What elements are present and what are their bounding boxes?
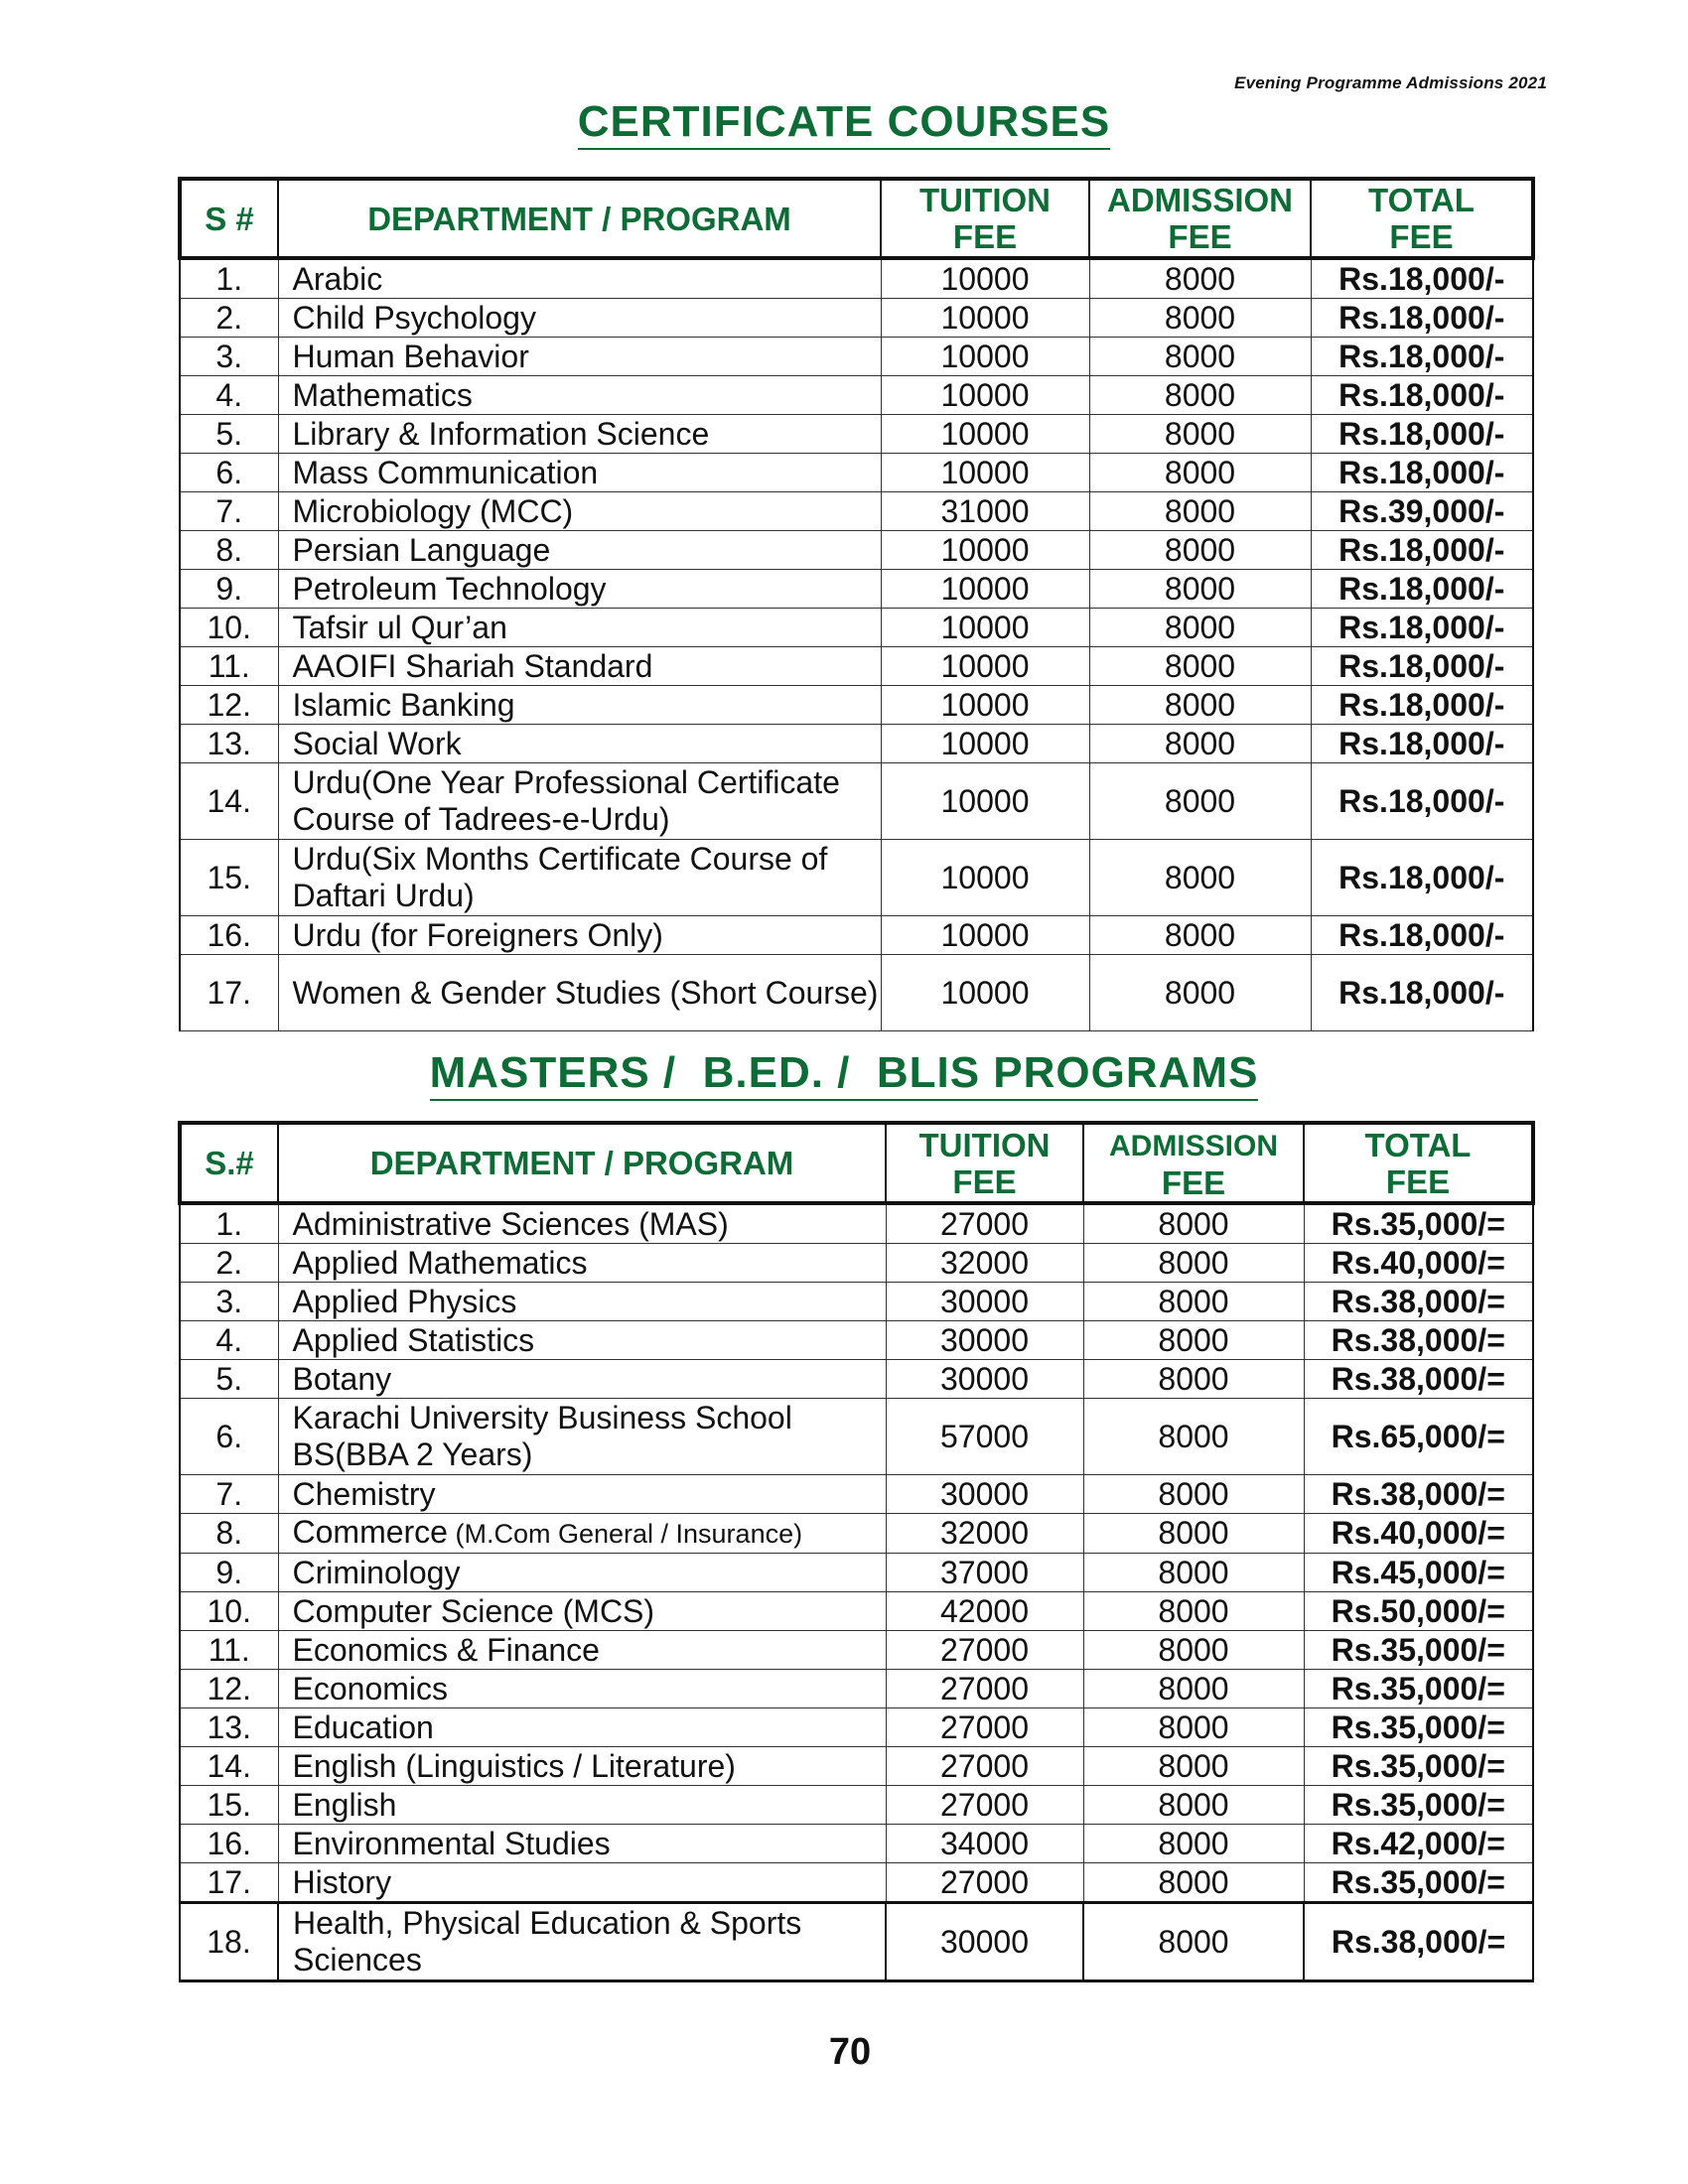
admission-fee-cell: 8000 [1089, 531, 1311, 570]
table-row [180, 415, 1533, 454]
table-row [180, 1786, 1533, 1825]
serial-number-cell: 9. [180, 570, 278, 609]
serial-number-cell: 6. [180, 1399, 278, 1475]
col-header-tuition-fee [881, 179, 1089, 258]
table-row [180, 492, 1533, 531]
department-cell: Computer Science (MCS) [278, 1592, 886, 1631]
table-row [180, 647, 1533, 686]
total-fee-cell: Rs.38,000/= [1304, 1475, 1533, 1514]
department-cell: English [278, 1786, 886, 1825]
department-cell: English (Linguistics / Literature) [278, 1747, 886, 1786]
tuition-fee-cell: 10000 [881, 258, 1089, 299]
admission-fee-cell: 8000 [1083, 1360, 1304, 1399]
tuition-fee-cell: 31000 [881, 492, 1089, 531]
serial-number-cell: 3. [180, 338, 278, 376]
total-fee-cell: Rs.18,000/- [1311, 763, 1533, 840]
total-fee-cell: Rs.18,000/- [1311, 609, 1533, 647]
col-header-total-fee [1304, 1123, 1533, 1203]
serial-number-cell: 5. [180, 415, 278, 454]
tuition-fee-cell: 27000 [886, 1708, 1083, 1747]
table-row [180, 1670, 1533, 1708]
department-cell: Urdu(Six Months Certificate Course of Daftari Urdu) [278, 840, 881, 916]
department-cell: Urdu(One Year Professional Certificate Course of Tadrees-e-Urdu) [278, 763, 881, 840]
tuition-fee-cell: 10000 [881, 686, 1089, 725]
department-cell: Microbiology (MCC) [278, 492, 881, 531]
total-fee-cell: Rs.18,000/- [1311, 570, 1533, 609]
table-row [180, 1863, 1533, 1903]
total-fee-cell: Rs.65,000/= [1304, 1399, 1533, 1475]
tuition-fee-cell: 30000 [886, 1360, 1083, 1399]
tuition-fee-cell: 27000 [886, 1631, 1083, 1670]
tuition-fee-cell: 10000 [881, 840, 1089, 916]
serial-number-cell: 2. [180, 1244, 278, 1283]
col-header-admission-line2: FEE [1161, 1163, 1226, 1201]
department-cell: Karachi University Business School BS(BBA 2 Years) [278, 1399, 886, 1475]
total-fee-cell: Rs.18,000/- [1311, 531, 1533, 570]
serial-number-cell: 13. [180, 725, 278, 763]
table-row [180, 1903, 1533, 1981]
department-cell: Arabic [278, 258, 881, 299]
table-row [180, 1514, 1533, 1554]
department-cell: History [278, 1863, 886, 1903]
admission-fee-cell: 8000 [1083, 1747, 1304, 1786]
table-row [180, 686, 1533, 725]
tuition-fee-cell: 10000 [881, 647, 1089, 686]
department-cell: Library & Information Science [278, 415, 881, 454]
table-header-row [180, 1123, 1533, 1203]
table-row [180, 1708, 1533, 1747]
department-cell: Mathematics [278, 376, 881, 415]
department-cell: Administrative Sciences (MAS) [278, 1203, 886, 1244]
total-fee-cell: Rs.18,000/- [1311, 647, 1533, 686]
admission-fee-cell: 8000 [1089, 415, 1311, 454]
total-fee-cell: Rs.38,000/= [1304, 1903, 1533, 1981]
admission-fee-cell: 8000 [1089, 609, 1311, 647]
col-header-admission-line1: ADMISSION [1106, 182, 1293, 218]
total-fee-cell: Rs.18,000/- [1311, 955, 1533, 1031]
table-row [180, 1244, 1533, 1283]
serial-number-cell: 13. [180, 1708, 278, 1747]
serial-number-cell: 1. [180, 1203, 278, 1244]
department-cell: Environmental Studies [278, 1825, 886, 1863]
serial-number-cell: 5. [180, 1360, 278, 1399]
col-header-admission-fee [1089, 179, 1311, 258]
admission-fee-cell: 8000 [1089, 916, 1311, 955]
serial-number-cell: 18. [180, 1903, 278, 1981]
serial-number-cell: 1. [180, 258, 278, 299]
col-header-sn: S.# [180, 1123, 278, 1203]
table-row [180, 1321, 1533, 1360]
total-fee-cell: Rs.18,000/- [1311, 454, 1533, 492]
tuition-fee-cell: 30000 [886, 1283, 1083, 1321]
serial-number-cell: 16. [180, 916, 278, 955]
tuition-fee-cell: 10000 [881, 955, 1089, 1031]
serial-number-cell: 9. [180, 1554, 278, 1592]
serial-number-cell: 14. [180, 1747, 278, 1786]
serial-number-cell: 11. [180, 647, 278, 686]
department-cell: Social Work [278, 725, 881, 763]
admission-fee-cell: 8000 [1089, 840, 1311, 916]
department-cell: Women & Gender Studies (Short Course) [278, 955, 881, 1031]
total-fee-cell: Rs.42,000/= [1304, 1825, 1533, 1863]
col-header-department: DEPARTMENT / PROGRAM [278, 179, 881, 258]
table-row [180, 725, 1533, 763]
table-row [180, 258, 1533, 299]
serial-number-cell: 3. [180, 1283, 278, 1321]
admission-fee-cell: 8000 [1083, 1903, 1304, 1981]
tuition-fee-cell: 32000 [886, 1514, 1083, 1554]
total-fee-cell: Rs.50,000/= [1304, 1592, 1533, 1631]
admission-fee-cell: 8000 [1089, 299, 1311, 338]
total-fee-cell: Rs.39,000/- [1311, 492, 1533, 531]
tuition-fee-cell: 10000 [881, 415, 1089, 454]
tuition-fee-cell: 34000 [886, 1825, 1083, 1863]
department-cell: Applied Statistics [278, 1321, 886, 1360]
tuition-fee-cell: 10000 [881, 763, 1089, 840]
admission-fee-cell: 8000 [1083, 1475, 1304, 1514]
serial-number-cell: 4. [180, 1321, 278, 1360]
table-row [180, 1283, 1533, 1321]
admission-fee-cell: 8000 [1089, 763, 1311, 840]
certificate-courses-title-text: CERTIFICATE COURSES [578, 97, 1110, 150]
col-header-tuition-line2: FEE [952, 218, 1018, 255]
total-fee-cell: Rs.35,000/= [1304, 1631, 1533, 1670]
masters-programs-body [180, 1203, 1533, 1981]
department-cell: Islamic Banking [278, 686, 881, 725]
col-header-tuition-line2: FEE [952, 1162, 1017, 1200]
department-cell: Mass Communication [278, 454, 881, 492]
total-fee-cell: Rs.35,000/= [1304, 1747, 1533, 1786]
tuition-fee-cell: 10000 [881, 570, 1089, 609]
table-row [180, 1203, 1533, 1244]
col-header-tuition-line1: TUITION [919, 182, 1051, 218]
department-cell: Persian Language [278, 531, 881, 570]
col-header-total-line2: FEE [1385, 1162, 1451, 1200]
total-fee-cell: Rs.18,000/- [1311, 299, 1533, 338]
tuition-fee-cell: 10000 [881, 531, 1089, 570]
total-fee-cell: Rs.40,000/= [1304, 1514, 1533, 1554]
tuition-fee-cell: 10000 [881, 725, 1089, 763]
col-header-sn: S # [180, 179, 278, 258]
tuition-fee-cell: 10000 [881, 454, 1089, 492]
page-number: 70 [828, 2031, 872, 2073]
running-header: Evening Programme Admissions 2021 [1234, 73, 1547, 92]
table-row [180, 916, 1533, 955]
serial-number-cell: 10. [180, 1592, 278, 1631]
serial-number-cell: 17. [180, 1863, 278, 1903]
tuition-fee-cell: 10000 [881, 338, 1089, 376]
table-row [180, 609, 1533, 647]
admission-fee-cell: 8000 [1083, 1283, 1304, 1321]
serial-number-cell: 10. [180, 609, 278, 647]
serial-number-cell: 12. [180, 1670, 278, 1708]
certificate-courses-table [178, 177, 1535, 1031]
admission-fee-cell: 8000 [1083, 1631, 1304, 1670]
total-fee-cell: Rs.18,000/- [1311, 258, 1533, 299]
total-fee-cell: Rs.38,000/= [1304, 1283, 1533, 1321]
serial-number-cell: 7. [180, 1475, 278, 1514]
admission-fee-cell: 8000 [1089, 338, 1311, 376]
table-row [180, 1554, 1533, 1592]
table-row [180, 570, 1533, 609]
tuition-fee-cell: 42000 [886, 1592, 1083, 1631]
table-row [180, 1747, 1533, 1786]
admission-fee-cell: 8000 [1089, 376, 1311, 415]
masters-programs-title-text: MASTERS / B.ED. / BLIS PROGRAMS [430, 1048, 1259, 1101]
tuition-fee-cell: 27000 [886, 1786, 1083, 1825]
admission-fee-cell: 8000 [1083, 1863, 1304, 1903]
total-fee-cell: Rs.35,000/= [1304, 1203, 1533, 1244]
serial-number-cell: 14. [180, 763, 278, 840]
tuition-fee-cell: 37000 [886, 1554, 1083, 1592]
total-fee-cell: Rs.35,000/= [1304, 1670, 1533, 1708]
col-header-total-line1: TOTAL [1364, 1126, 1472, 1163]
col-header-total-fee [1311, 179, 1533, 258]
admission-fee-cell: 8000 [1083, 1554, 1304, 1592]
department-cell: Criminology [278, 1554, 886, 1592]
admission-fee-cell: 8000 [1083, 1670, 1304, 1708]
serial-number-cell: 17. [180, 955, 278, 1031]
admission-fee-cell: 8000 [1083, 1825, 1304, 1863]
tuition-fee-cell: 57000 [886, 1399, 1083, 1475]
total-fee-cell: Rs.38,000/= [1304, 1360, 1533, 1399]
admission-fee-cell: 8000 [1083, 1203, 1304, 1244]
admission-fee-cell: 8000 [1083, 1399, 1304, 1475]
total-fee-cell: Rs.18,000/- [1311, 840, 1533, 916]
total-fee-cell: Rs.35,000/= [1304, 1863, 1533, 1903]
total-fee-cell: Rs.18,000/- [1311, 725, 1533, 763]
tuition-fee-cell: 30000 [886, 1321, 1083, 1360]
department-cell: Applied Mathematics [278, 1244, 886, 1283]
certificate-courses-title [0, 97, 1688, 147]
total-fee-cell: Rs.35,000/= [1304, 1786, 1533, 1825]
tuition-fee-cell: 27000 [886, 1203, 1083, 1244]
serial-number-cell: 4. [180, 376, 278, 415]
tuition-fee-cell: 27000 [886, 1863, 1083, 1903]
admission-fee-cell: 8000 [1089, 686, 1311, 725]
col-header-total-line2: FEE [1389, 218, 1454, 255]
admission-fee-cell: 8000 [1083, 1786, 1304, 1825]
table-row [180, 840, 1533, 916]
table-header-row [180, 179, 1533, 258]
table-row [180, 299, 1533, 338]
tuition-fee-cell: 10000 [881, 609, 1089, 647]
col-header-admission-fee [1083, 1123, 1304, 1203]
table-row [180, 454, 1533, 492]
serial-number-cell: 6. [180, 454, 278, 492]
table-row [180, 1475, 1533, 1514]
col-header-total-line1: TOTAL [1368, 182, 1475, 218]
department-cell: Human Behavior [278, 338, 881, 376]
masters-programs-table [178, 1121, 1535, 1982]
department-cell: Economics [278, 1670, 886, 1708]
admission-fee-cell: 8000 [1089, 492, 1311, 531]
serial-number-cell: 15. [180, 840, 278, 916]
col-header-tuition-line1: TUITION [918, 1126, 1051, 1163]
table-row [180, 376, 1533, 415]
department-cell: Petroleum Technology [278, 570, 881, 609]
serial-number-cell: 16. [180, 1825, 278, 1863]
total-fee-cell: Rs.18,000/- [1311, 916, 1533, 955]
tuition-fee-cell: 30000 [886, 1475, 1083, 1514]
table-row [180, 763, 1533, 840]
admission-fee-cell: 8000 [1083, 1321, 1304, 1360]
admission-fee-cell: 8000 [1089, 725, 1311, 763]
department-cell: Education [278, 1708, 886, 1747]
admission-fee-cell: 8000 [1089, 955, 1311, 1031]
table-row [180, 531, 1533, 570]
table-row [180, 1592, 1533, 1631]
total-fee-cell: Rs.45,000/= [1304, 1554, 1533, 1592]
serial-number-cell: 8. [180, 1514, 278, 1554]
tuition-fee-cell: 10000 [881, 299, 1089, 338]
tuition-fee-cell: 27000 [886, 1670, 1083, 1708]
admission-fee-cell: 8000 [1089, 258, 1311, 299]
department-cell: Chemistry [278, 1475, 886, 1514]
department-cell: Child Psychology [278, 299, 881, 338]
admission-fee-cell: 8000 [1089, 647, 1311, 686]
total-fee-cell: Rs.38,000/= [1304, 1321, 1533, 1360]
tuition-fee-cell: 10000 [881, 376, 1089, 415]
col-header-department: DEPARTMENT / PROGRAM [278, 1123, 886, 1203]
department-cell: AAOIFI Shariah Standard [278, 647, 881, 686]
table-row [180, 1631, 1533, 1670]
serial-number-cell: 15. [180, 1786, 278, 1825]
total-fee-cell: Rs.18,000/- [1311, 686, 1533, 725]
col-header-admission-line2: FEE [1168, 218, 1232, 255]
total-fee-cell: Rs.35,000/= [1304, 1708, 1533, 1747]
table-row [180, 1399, 1533, 1475]
tuition-fee-cell: 27000 [886, 1747, 1083, 1786]
admission-fee-cell: 8000 [1083, 1592, 1304, 1631]
department-note: (M.Com General / Insurance) [447, 1519, 803, 1549]
serial-number-cell: 2. [180, 299, 278, 338]
serial-number-cell: 8. [180, 531, 278, 570]
department-cell: Botany [278, 1360, 886, 1399]
col-header-tuition-fee [886, 1123, 1083, 1203]
department-cell: Tafsir ul Qur’an [278, 609, 881, 647]
tuition-fee-cell: 32000 [886, 1244, 1083, 1283]
serial-number-cell: 12. [180, 686, 278, 725]
tuition-fee-cell: 10000 [881, 916, 1089, 955]
serial-number-cell: 7. [180, 492, 278, 531]
department-cell: Health, Physical Education & Sports Sciences [278, 1903, 886, 1981]
certificate-courses-body [180, 258, 1533, 1031]
total-fee-cell: Rs.18,000/- [1311, 415, 1533, 454]
admission-fee-cell: 8000 [1083, 1708, 1304, 1747]
table-row [180, 955, 1533, 1031]
total-fee-cell: Rs.18,000/- [1311, 338, 1533, 376]
admission-fee-cell: 8000 [1083, 1244, 1304, 1283]
admission-fee-cell: 8000 [1083, 1514, 1304, 1554]
total-fee-cell: Rs.40,000/= [1304, 1244, 1533, 1283]
table-row [180, 1360, 1533, 1399]
masters-programs-title [0, 1048, 1688, 1098]
col-header-admission-line1: ADMISSION [1108, 1129, 1278, 1162]
total-fee-cell: Rs.18,000/- [1311, 376, 1533, 415]
department-cell: Commerce (M.Com General / Insurance) [278, 1514, 886, 1554]
department-cell: Economics & Finance [278, 1631, 886, 1670]
tuition-fee-cell: 30000 [886, 1903, 1083, 1981]
department-cell: Urdu (for Foreigners Only) [278, 916, 881, 955]
table-row [180, 338, 1533, 376]
serial-number-cell: 11. [180, 1631, 278, 1670]
admission-fee-cell: 8000 [1089, 454, 1311, 492]
department-cell: Applied Physics [278, 1283, 886, 1321]
table-row [180, 1825, 1533, 1863]
admission-fee-cell: 8000 [1089, 570, 1311, 609]
